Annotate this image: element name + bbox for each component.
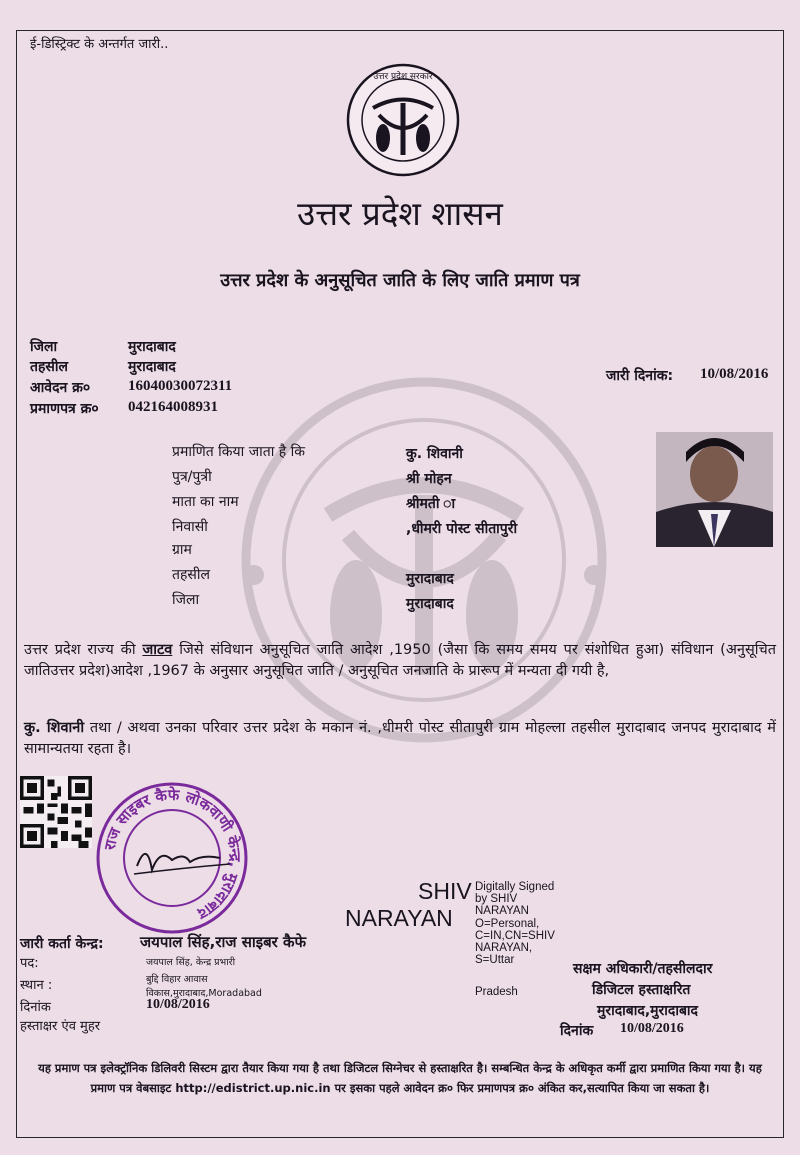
issuer-place-line1: बुद्दि विहार आवास [146, 974, 208, 985]
resident-value: ,धीमरी पोस्ट सीतापुरी [406, 521, 518, 537]
relation-label: पुत्र/पुत्री [172, 469, 212, 485]
sig-detail: NARAYAN [475, 905, 529, 918]
application-number: 16040030072311 [128, 378, 233, 394]
emblem-ring-text: उत्तर प्रदेश सरकार [373, 72, 433, 82]
authority-place: मुरादाबाद,मुरादाबाद [597, 1003, 698, 1019]
details-district-label: जिला [172, 592, 200, 608]
issuer-place-line2: विकास,मुरादाबाद,Moradabad [146, 988, 262, 999]
sig-detail: O=Personal, [475, 917, 540, 930]
certificate-subtitle: उत्तर प्रदेश के अनुसूचित जाति के लिए जाति प्रमाण पत्र [220, 270, 580, 291]
watermark-emblem-icon [238, 345, 610, 775]
tehsil-value: मुरादाबाद [128, 359, 176, 375]
details-tehsil-value: मुरादाबाद [406, 571, 454, 587]
tehsil-label: तहसील [30, 359, 68, 375]
signature-details [475, 881, 555, 966]
details-tehsil-label: तहसील [172, 567, 210, 583]
issuer-post-label: पद: [20, 956, 39, 971]
mother-label: माता का नाम [172, 494, 239, 510]
state-emblem-icon [343, 63, 463, 178]
body-p2-name: कु. शिवानी [24, 720, 85, 736]
issuer-place-label: स्थान : [20, 978, 53, 993]
sig-detail: S=Uttar [475, 954, 515, 967]
certificate-label: प्रमाणपत्र क्र० [30, 401, 99, 417]
issuer-post: जयपाल सिंह, केन्द्र प्रभारी [146, 957, 236, 968]
sig-detail: C=IN,CN=SHIV [475, 929, 555, 942]
body-p2-rest: तथा / अथवा उनका परिवार उत्तर प्रदेश के मकान नं. ,धीमरी पोस्ट सीतापुरी ग्राम मोहल्ला तहसील मुरादाबाद जनपद मुरादाबाद में सामान्यतया रहता है। [24, 720, 776, 757]
sig-detail: by SHIV [475, 893, 518, 906]
authority-title: सक्षम अधिकारी/तहसीलदार [573, 961, 713, 977]
body-paragraph-1 [24, 640, 776, 682]
village-label: ग्राम [172, 542, 192, 558]
centre-stamp-icon [92, 778, 252, 938]
issue-date: 10/08/2016 [700, 366, 769, 382]
issuer-centre: जयपाल सिंह,राज साइबर कैफे [140, 933, 307, 951]
signer-name-line1: SHIV [418, 878, 472, 904]
district-label: जिला [30, 339, 58, 355]
applicant-name: कु. शिवानी [406, 446, 463, 462]
intro-label: प्रमाणित किया जाता है कि [172, 444, 306, 460]
footer-note: यह प्रमाण पत्र इलेक्ट्रॉनिक डिलिवरी सिस्टम द्वारा तैयार किया गया है तथा डिजिटल सिग्नेचर से हस्ताक्षरित है। सम्बन्धित केन्द्र के अधिकृत कर्मी द्वारा प्रमाणित किया गया है। यह प्रमाण पत्र वेबसाइट http://edistrict.up.nic.in पर इसका पहले आवेदन क्र० फिर प्रमाणपत्र क्र० अंकित कर,सत्यापित किया जा सकता है। [38, 1061, 762, 1095]
details-district-value: मुरादाबाद [406, 596, 454, 612]
authority-date-label: दिनांक [560, 1023, 594, 1039]
application-label: आवेदन क्र० [30, 380, 91, 396]
body-p1-rest: जिसे संविधान अनुसूचित जाति आदेश ,1950 (जैसा कि समय समय पर संशोधित हुआ) संविधान (अनुसूचित जातिउत्तर प्रदेश)आदेश ,1967 के अनुसार अनुसूचित जाति / अनुसूचित जनजाति के प्रारूप में मन्यता दी गयी है, [24, 642, 776, 679]
issuer-date-label: दिनांक [20, 1000, 51, 1015]
issuer-centre-label: जारी कर्ता केन्द्र: [20, 936, 104, 952]
qr-code-icon [20, 776, 92, 848]
issuer-date: 10/08/2016 [146, 997, 210, 1012]
mother-name: श्रीमती ा [406, 496, 456, 512]
issuer-sign-label: हस्ताक्षर एंव मुहर [20, 1019, 101, 1034]
resident-label: निवासी [172, 519, 208, 535]
sig-detail: Digitally Signed [475, 881, 555, 893]
certificate-number: 042164008931 [128, 399, 218, 415]
top-note: ई-डिस्ट्रिक्ट के अन्तर्गत जारी.. [30, 37, 169, 52]
authority-date: 10/08/2016 [620, 1021, 684, 1036]
body-p1-start: उत्तर प्रदेश राज्य की [24, 642, 143, 658]
father-name: श्री मोहन [406, 471, 452, 487]
sig-detail: Pradesh [475, 986, 518, 998]
signer-name-line2: NARAYAN [345, 905, 453, 931]
stamp-text: राज साइबर कैफे लोकवाणी केन्द्र, मुरादाबाद [100, 785, 245, 923]
page-title: उत्तर प्रदेश शासन [297, 194, 503, 233]
applicant-photo [656, 432, 773, 547]
issue-date-label: जारी दिनांक: [606, 368, 674, 384]
district-value: मुरादाबाद [128, 339, 176, 355]
authority-sign-type: डिजिटल हस्ताक्षरित [592, 982, 691, 998]
svg-text:राज साइबर कैफे लोकवाणी केन्द्र [100, 786, 244, 924]
sig-detail: NARAYAN, [475, 942, 533, 955]
body-paragraph-2 [24, 718, 776, 760]
caste-name: जाटव [142, 642, 173, 658]
